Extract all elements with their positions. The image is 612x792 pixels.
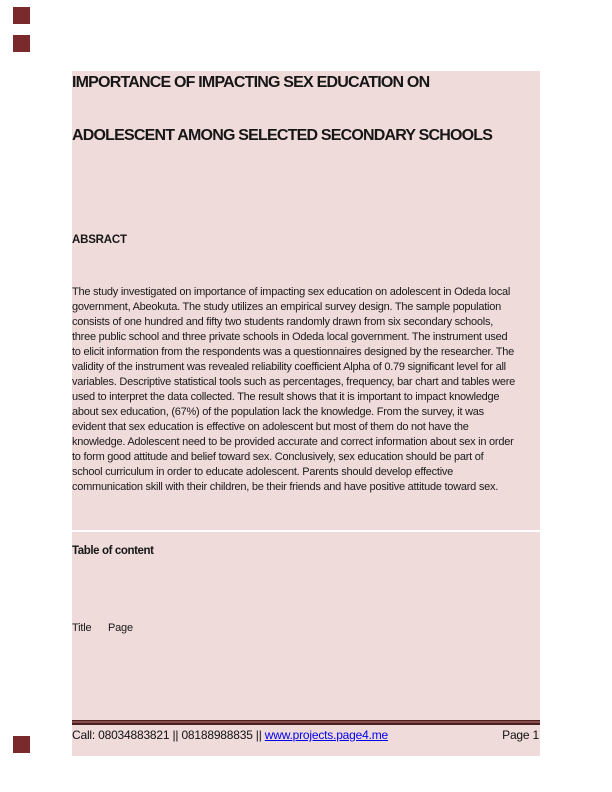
footer xyxy=(72,728,540,742)
abstract-line: knowledge. Adolescent need to be provided accurate and correct information about sex in order xyxy=(72,436,514,448)
document-title-line-2: ADOLESCENT AMONG SELECTED SECONDARY SCHOOLS xyxy=(72,127,493,144)
footer-contact-text: Call: 08034883821 || 08188988835 || xyxy=(72,728,265,742)
toc-column-page: Page xyxy=(108,622,133,634)
margin-annotation-square-top-1 xyxy=(13,7,30,24)
toc-column-title: Title xyxy=(72,622,92,634)
document-title-line-1: IMPORTANCE OF IMPACTING SEX EDUCATION ON xyxy=(72,74,430,91)
abstract-line: about sex education, (67%) of the population lack the knowledge. From the survey, it was xyxy=(72,406,484,418)
footer-website-link[interactable]: www.projects.page4.me xyxy=(264,728,388,742)
abstract-line: three public school and three private schools in Odeda local government. The instrument used xyxy=(72,331,508,343)
table-of-content-heading: Table of content xyxy=(72,545,154,557)
abstract-line: to elicit information from the respondents was a questionnaires designed by the researcher. The xyxy=(72,346,514,358)
footer-divider-rule xyxy=(72,720,540,725)
abstract-line: validity of the instrument was revealed reliability coefficient Alpha of 0.79 significant level for all xyxy=(72,361,506,373)
abstract-paragraph xyxy=(72,285,548,495)
footer-page-number: Page 1 xyxy=(502,728,539,742)
abstract-line: evident that sex education is effective on adolescent but most of them do not have the xyxy=(72,421,469,433)
paragraph-gap-line xyxy=(72,530,540,532)
abstract-line: to form good attitude and belief toward sex. Conclusively, sex education should be part of xyxy=(72,451,484,463)
abstract-line: used to interpret the data collected. The result shows that it is important to impact knowledge xyxy=(72,391,500,403)
abstract-line: variables. Descriptive statistical tools such as percentages, frequency, bar chart and tables were xyxy=(72,376,516,388)
abstract-line: consists of one hundred and fifty two students randomly drawn from six secondary schools, xyxy=(72,316,494,328)
margin-annotation-square-bottom xyxy=(13,736,30,753)
margin-annotation-square-top-2 xyxy=(13,35,30,52)
abstract-line: The study investigated on importance of impacting sex education on adolescent in Odeda local xyxy=(72,286,511,298)
abstract-heading: ABSRACT xyxy=(72,234,127,246)
abstract-line: government, Abeokuta. The study utilizes an empirical survey design. The sample population xyxy=(72,301,501,313)
abstract-line: school curriculum in order to educate adolescent. Parents should develop effective xyxy=(72,466,454,478)
abstract-line: communication skill with their children, be their friends and have positive attitude toward sex. xyxy=(72,481,499,493)
